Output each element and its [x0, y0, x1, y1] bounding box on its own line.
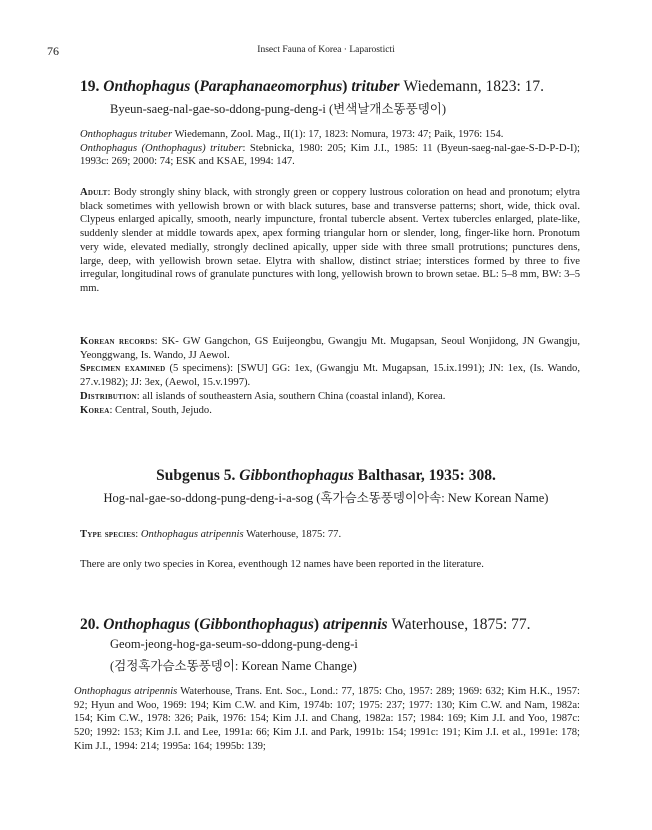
species-number: 19. [80, 78, 100, 95]
subgenus-korean-name: Hog-nal-gae-so-ddong-pung-deng-i-a-sog (혹가슴소똥풍뎅이아속: New Korean Name) [103, 491, 549, 505]
species-19-heading [80, 78, 544, 96]
records-block [80, 335, 580, 417]
species-epithet: atripennis [322, 616, 388, 633]
species-number: 20. [80, 616, 100, 633]
species-20-synonyms: Onthophagus atripennis Waterhouse, Trans. Ent. Soc., Lond.: 77, 1875: Cho, 1957: 289; 1969: 632; Kim H.K., 1957: 92; Hyun and Woo, 1969: 194; Kim C.W. and Kim, 1974b: 107; 1975: 237; 1977: 130; Kim C.W. and Nam, 1982a: 154; Kim C.W., 1978: 326; Paik, 1976: 154; Kim J.I. and Chang, 1982a: 157; 1984: 169; Kim J.I. and Yoo, 1987c: 520; 1992: 153; Kim J.I. and Lee, 1991a: 66; Kim J.I. and Park, 1991b: 154; 1991c: 191; Kim J.I. et al., 1991e: 178; Kim J.I., 1994: 214; 1995a: 164; 1995b: 139; [74, 686, 580, 752]
species-19-synonyms [80, 128, 580, 169]
distribution: Distribution: all islands of southeastern Asia, southern China (coastal inland), Korea. [80, 390, 446, 402]
adult-label: Adult [80, 187, 108, 198]
synonym-line: Onthophagus (Onthophagus) trituber: Stebnicka, 1980: 205; Kim J.I., 1985: 11 (Byeun-saeg-nal-gae-S-D-P-D-I); 1993c: 269; 2000: 74; ESK and KSAE, 1994: 147. [80, 142, 580, 168]
page-number: 76 [47, 44, 59, 58]
korean-records: Korean records: SK- GW Gangchon, GS Euijeongbu, Gwangju Mt. Mugapsan, Seoul Wonjidong, JN Gwangju, Yeonggwang, Is. Wando, JJ Aewol. [80, 336, 581, 361]
subgenus-name: (Paraphanaeomorphus) [194, 78, 348, 95]
adult-description [80, 186, 580, 296]
species-20-heading [80, 616, 531, 634]
adult-text: : Body strongly shiny black, with strongly green or coppery lustrous coloration on head and pronotum; elytra black sometimes with yellowish brown or with black sutures, base and transverse patterns; short, wide, thick oval. Clypeus enlarged apically, smooth, nearly impuncture, frontal tubercle absent. Vertex tubercles enlarged, plate-like, suddenly slender at middle towards apex, apex forming triangular horn or slender, long, finger-like horn. Pronotum very wide, elevated medially, strongly declined apically, upper side with three small protrutions; punctures dens, large, deep, with yellowish brown setae. Elytra with shallow, distinct striae; interstices formed by three to five irregular, longitudinal rows of granulate punctures with long, yellowish brown to brown setae. BL: 5–8 mm, BW: 3–5 mm. [80, 187, 580, 294]
subgenus-name: (Gibbonthophagus) [194, 616, 320, 633]
genus-name: Onthophagus [103, 78, 191, 95]
genus-name: Onthophagus [103, 616, 191, 633]
species-20-korean-name-line1: Geom-jeong-hog-ga-seum-so-ddong-pung-deng-i [110, 637, 358, 651]
subgenus-heading: Subgenus 5. Gibbonthophagus Balthasar, 1935: 308. [156, 467, 496, 484]
synonym-line: Onthophagus trituber Wiedemann, Zool. Mag., II(1): 17, 1823: Nomura, 1973: 47; Paik, 1976: 154. [80, 129, 504, 140]
species-20-korean-name-line2: (검정혹가슴소똥풍뎅이: Korean Name Change) [110, 659, 357, 673]
species-author: Wiedemann, 1823: 17. [403, 78, 545, 95]
subgenus-note: There are only two species in Korea, eventhough 12 names have been reported in the literature. [80, 559, 484, 570]
species-author: Waterhouse, 1875: 77. [391, 616, 531, 633]
species-19-korean-name: Byeun-saeg-nal-gae-so-ddong-pung-deng-i (변색날개소똥풍뎅이) [110, 102, 447, 116]
korea-range: Korea: Central, South, Jejudo. [80, 404, 212, 416]
running-head: Insect Fauna of Korea · Laparosticti [257, 45, 395, 55]
specimen-examined: Specimen examined (5 specimens): [SWU] GG: 1ex, (Gwangju Mt. Mugapsan, 15.ix.1991); JN: 1ex, (Is. Wando, 27.v.1982); JJ: 3ex, (Aewol, 15.v.1997). [80, 363, 580, 389]
species-epithet: trituber [351, 78, 400, 95]
type-species: Type species: Onthophagus atripennis Waterhouse, 1875: 77. [80, 529, 342, 540]
